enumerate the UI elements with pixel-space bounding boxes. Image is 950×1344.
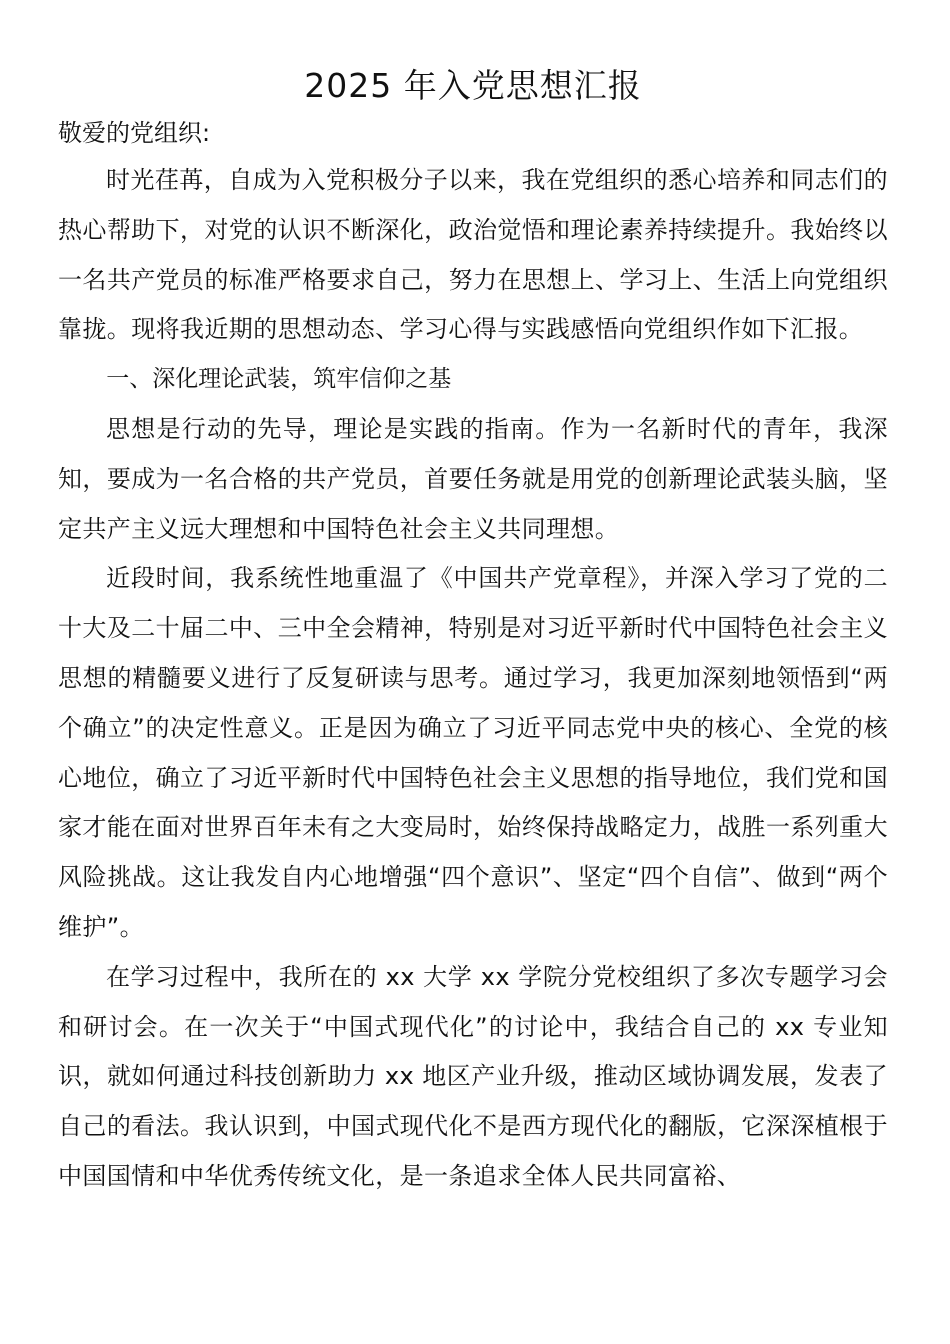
- body-paragraph: 近段时间，我系统性地重温了《中国共产党章程》，并深入学习了党的二十大及二十届二中、三中全会精神，特别是对习近平新时代中国特色社会主义思想的精髓要义进行了反复研读与思考。通过学习，我更加深刻地领悟到“两个确立”的决定性意义。正是因为确立了习近平同志党中央的核心、全党的核心地位，确立了习近平新时代中国特色社会主义思想的指导地位，我们党和国家才能在面对世界百年未有之大变局时，始终保持战略定力，战胜一系列重大风险挑战。这让我发自内心地增强“四个意识”、坚定“四个自信”、做到“两个维护”。: [58, 564, 888, 941]
- document-title: 2025 年入党思想汇报: [304, 66, 642, 105]
- body-paragraph: 思想是行动的先导，理论是实践的指南。作为一名新时代的青年，我深知，要成为一名合格的共产党员，首要任务就是用党的创新理论武装头脑，坚定共产主义远大理想和中国特色社会主义共同理想。: [58, 414, 888, 543]
- intro-paragraph: 时光荏苒，自成为入党积极分子以来，我在党组织的悉心培养和同志们的热心帮助下，对党的认识不断深化，政治觉悟和理论素养持续提升。我始终以一名共产党员的标准严格要求自己，努力在思想上、学习上、生活上向党组织靠拢。现将我近期的思想动态、学习心得与实践感悟向党组织作如下汇报。: [58, 166, 888, 344]
- section-heading: 一、深化理论武装，筑牢信仰之基: [106, 366, 452, 393]
- body-paragraph: 在学习过程中，我所在的 xx 大学 xx 学院分党校组织了多次专题学习会和研讨会。在一次关于“中国式现代化”的讨论中，我结合自己的 xx 专业知识，就如何通过科技创新助力 xx 地区产业升级，推动区域协调发展，发表了自己的看法。我认识到，中国式现代化不是西方现代化的翻版，它深深植根于中国国情和中华优秀传统文化，是一条追求全体人民共同富裕、: [58, 962, 888, 1190]
- document-page: [58, 64, 888, 1202]
- salutation: 敬爱的党组织:: [58, 119, 211, 147]
